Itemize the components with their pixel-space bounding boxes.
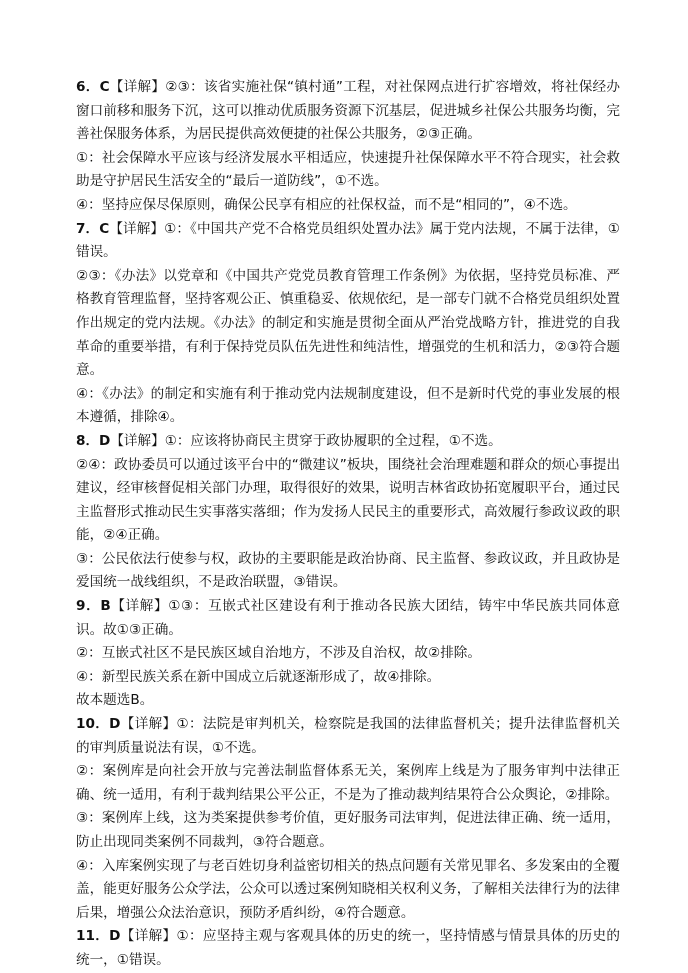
- answer-explanations: [76, 76, 620, 973]
- answer-10-paragraph-1: 10．D【详解】①：法院是审判机关，检察院是我国的法律监督机关；提升法律监督机关的审判质量说法有误，①不选。: [76, 716, 621, 756]
- answer-10-paragraph-4: ④：入库案例实现了与老百姓切身利益密切相关的热点问题有关常见罪名、多发案由的全覆盖，能更好服务公众学法，公众可以透过案例知晓相关权利义务，了解相关法律行为的法律后果，增强公众法治意识，预防矛盾纠纷，④符合题意。: [76, 857, 620, 921]
- answer-6-number: 6．C: [76, 79, 110, 95]
- answer-9-paragraph-1: 9．B【详解】①③：互嵌式社区建设有利于推动各民族大团结，铸牢中华民族共同体意识。故①③正确。: [76, 598, 620, 638]
- answer-10-paragraph-2: ②：案例库是向社会开放与完善法制监督体系无关，案例库上线是为了服务审判中法律正确、统一适用，有利于裁判结果公平公正，不是为了推动裁判结果符合公众舆论，②排除。: [76, 763, 620, 803]
- answer-6-paragraph-2: ①：社会保障水平应该与经济发展水平相适应，快速提升社保保障水平不符合现实，社会救助是守护居民生活安全的“最后一道防线”，①不选。: [76, 149, 620, 190]
- answer-10-number: 10．D: [76, 716, 121, 733]
- answer-8-paragraph-2: ②④：政协委员可以通过该平台中的“微建议”板块，围绕社会治理难题和群众的烦心事提出建议，经审核督促相关部门办理，取得很好的效果，说明吉林省政协拓宽履职平台，通过民主监督形式推动民生实事落实落细；作为发扬人民民主的重要形式，高效履行参政议政的职能，②④正确。: [76, 456, 620, 544]
- answer-11-paragraph-1: 11．D【详解】①：应坚持主观与客观具体的历史的统一，坚持情感与情景具体的历史的统一，①错误。: [76, 928, 621, 968]
- answer-6-paragraph-1: 6．C【详解】②③：该省实施社保“镇村通”工程，对社保网点进行扩容增效，将社保经办窗口前移和服务下沉，这可以推动优质服务资源下沉基层，促进城乡社保公共服务均衡，完善社保服务体系，为居民提供高效便捷的社保公共服务，②③正确。: [76, 79, 620, 143]
- answer-8-paragraph-1: 8．D【详解】①：应该将协商民主贯穿于政协履职的全过程，①不选。: [76, 432, 502, 449]
- answer-10-paragraph-3: ③：案例库上线，这为类案提供参考价值，更好服务司法审判，促进法律正确、统一适用，防止出现同类案例不同裁判，③符合题意。: [76, 810, 620, 850]
- answer-7-number: 7．C: [76, 220, 110, 237]
- answer-7-paragraph-2: ②③：《办法》以党章和《中国共产党党员教育管理工作条例》为依据，坚持党员标准、严格教育管理监督，坚持客观公正、慎重稳妥、依规依纪，是一部专门就不合格党员组织处置作出规定的党内法规。《办法》的制定和实施是贯彻全面从严治党战略方针，推进党的自我革命的重要举措，有利于保持党员队伍先进性和纯洁性，增强党的生机和活力，②③符合题意。: [76, 267, 620, 379]
- answer-9-paragraph-3: ④：新型民族关系在新中国成立后就逐渐形成了，故④排除。: [76, 668, 441, 685]
- answer-9-number: 9．B: [76, 598, 111, 615]
- answer-9-conclusion: 故本题选B。: [76, 692, 154, 709]
- answer-6-paragraph-3: ④：坚持应保尽保原则，确保公民享有相应的社保权益，而不是“相同的”，④不选。: [76, 196, 577, 213]
- answer-11-number: 11．D: [76, 928, 121, 945]
- answer-9-paragraph-2: ②：互嵌式社区不是民族区域自治地方，不涉及自治权，故②排除。: [76, 645, 481, 662]
- answer-7-paragraph-1: 7．C【详解】①：《中国共产党不合格党员组织处置办法》属于党内法规，不属于法律，①错误。: [76, 220, 620, 261]
- answer-8-number: 8．D: [76, 432, 111, 449]
- answer-7-paragraph-3: ④：《办法》的制定和实施有利于推动党内法规制度建设，但不是新时代党的事业发展的根本遵循，排除④。: [76, 385, 620, 426]
- answer-8-paragraph-3: ③：公民依法行使参与权，政协的主要职能是政治协商、民主监督、参政议政，并且政协是爱国统一战线组织，不是政治联盟，③错误。: [76, 550, 620, 591]
